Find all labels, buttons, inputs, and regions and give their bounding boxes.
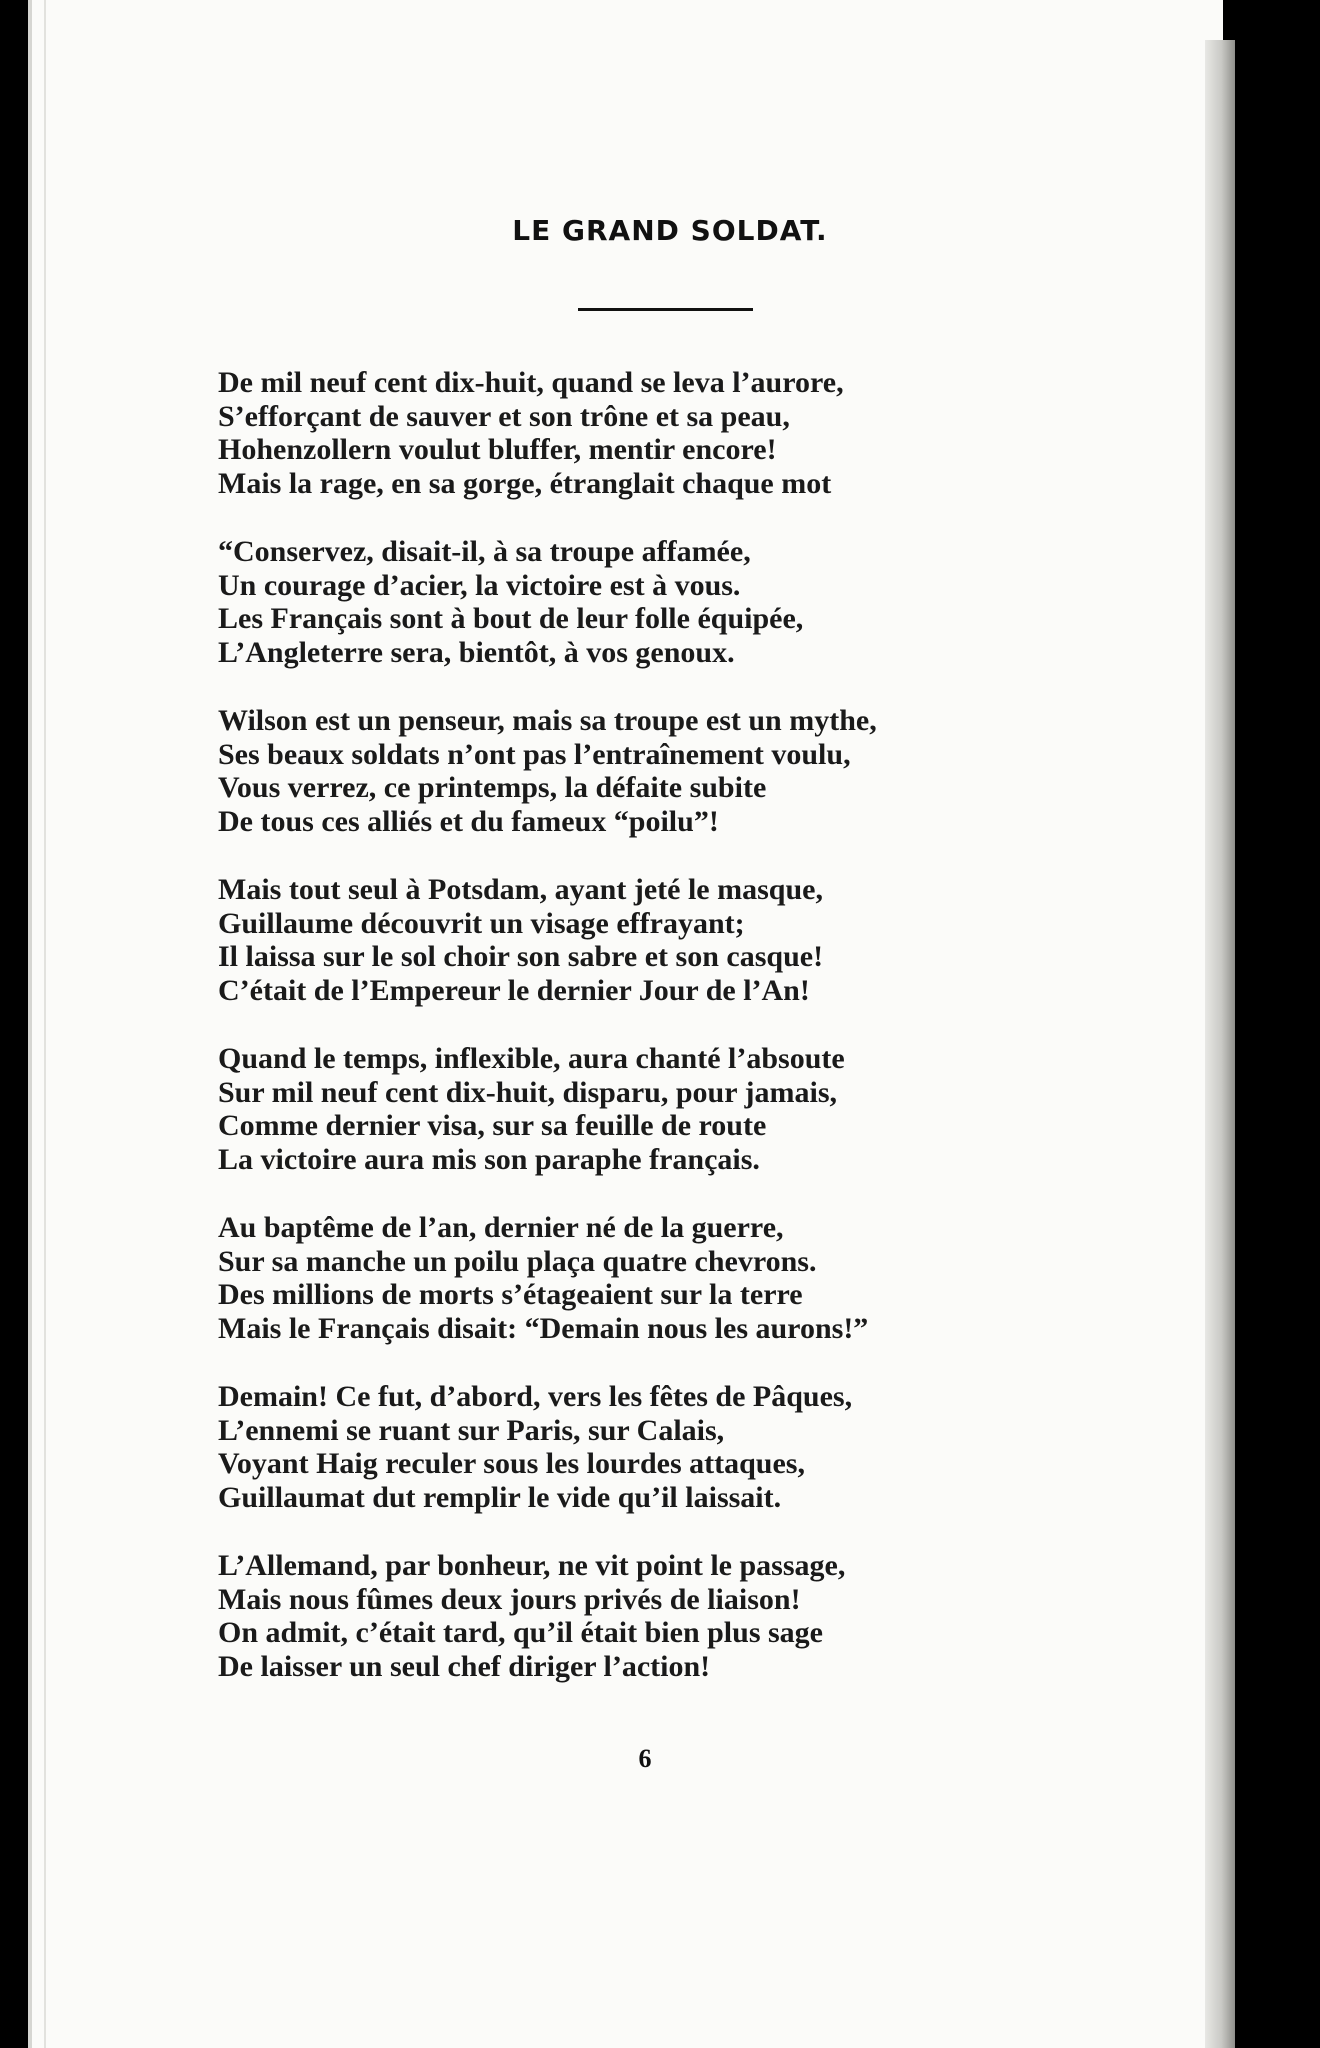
poem-line: C’était de l’Empereur le dernier Jour de l’An! (218, 973, 810, 1007)
stanza-3 (218, 704, 1118, 838)
poem-line: “Conservez, disait-il, à sa troupe affamée, (218, 535, 751, 568)
poem-line: Quand le temps, inflexible, aura chanté l’absoute (218, 1042, 845, 1075)
book-binding-edge (1205, 40, 1235, 2048)
poem-line: Il laissa sur le sol choir son sabre et son casque! (218, 940, 824, 973)
poem-line: Mais la rage, en sa gorge, étranglait chaque mot (218, 466, 832, 500)
poem-line: Des millions de morts s’étageaient sur la terre (218, 1278, 803, 1311)
poem-line: Demain! Ce fut, d’abord, vers les fêtes de Pâques, (218, 1380, 853, 1413)
page-number: 6 (638, 1744, 652, 1773)
poem-line: Wilson est un penseur, mais sa troupe est un mythe, (218, 704, 877, 737)
poem-title: LE GRAND SOLDAT. (512, 214, 828, 247)
poem-line: Comme dernier visa, sur sa feuille de route (218, 1109, 767, 1142)
poem-line: Vous verrez, ce printemps, la défaite subite (218, 771, 767, 804)
page-edge (28, 0, 32, 2048)
poem-line: Ses beaux soldats n’ont pas l’entraînement voulu, (218, 737, 851, 771)
stanza-4 (218, 873, 1118, 1007)
poem-line: Les Français sont à bout de leur folle équipée, (218, 602, 804, 635)
poem-line: Un courage d’acier, la victoire est à vous. (218, 568, 741, 602)
poem-line: Sur sa manche un poilu plaça quatre chevrons. (218, 1244, 817, 1278)
poem-line: De tous ces alliés et du fameux “poilu”! (218, 804, 719, 838)
page-margin-line (44, 0, 46, 2048)
poem-line: L’ennemi se ruant sur Paris, sur Calais, (218, 1413, 725, 1447)
poem-line: S’efforçant de sauver et son trône et sa peau, (218, 399, 790, 433)
poem-line: L’Allemand, par bonheur, ne vit point le passage, (218, 1549, 846, 1582)
poem-line: Voyant Haig reculer sous les lourdes attaques, (218, 1447, 805, 1480)
poem-line: L’Angleterre sera, bientôt, à vos genoux. (218, 635, 735, 669)
stanza-5 (218, 1042, 1118, 1176)
stanza-2 (218, 535, 1118, 669)
title-divider (578, 308, 753, 311)
poem-line: Guillaumat dut remplir le vide qu’il laissait. (218, 1480, 782, 1514)
poem-line: On admit, c’était tard, qu’il était bien plus sage (218, 1616, 823, 1649)
poem-line: Mais le Français disait: “Demain nous les aurons!” (218, 1311, 869, 1345)
stanza-8 (218, 1549, 1118, 1683)
poem-line: Mais tout seul à Potsdam, ayant jeté le masque, (218, 873, 823, 906)
poem-line: De laisser un seul chef diriger l’action! (218, 1649, 711, 1683)
poem-line: Mais nous fûmes deux jours privés de liaison! (218, 1582, 801, 1616)
stanza-6 (218, 1211, 1118, 1345)
poem-line: Hohenzollern voulut bluffer, mentir encore! (218, 433, 777, 466)
stanza-1 (218, 366, 1118, 500)
poem-line: La victoire aura mis son paraphe français. (218, 1142, 760, 1176)
poem-line: Sur mil neuf cent dix-huit, disparu, pour jamais, (218, 1075, 837, 1109)
poem-line: De mil neuf cent dix-huit, quand se leva l’aurore, (218, 366, 844, 399)
poem-line: Au baptême de l’an, dernier né de la guerre, (218, 1211, 784, 1244)
stanza-7 (218, 1380, 1118, 1514)
poem-body (218, 366, 1118, 1718)
poem-line: Guillaume découvrit un visage effrayant; (218, 906, 745, 940)
